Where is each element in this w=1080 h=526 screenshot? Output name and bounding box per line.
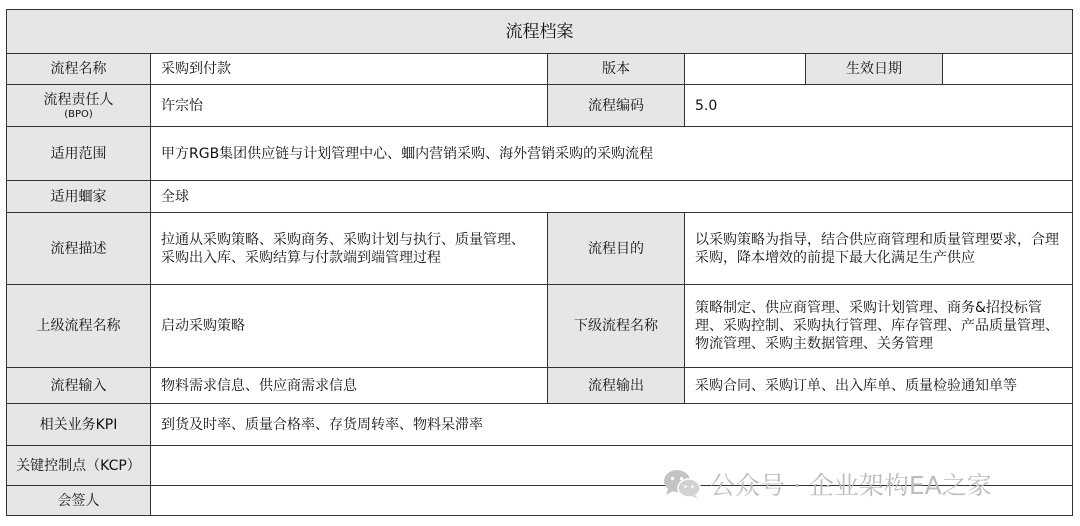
row-sign bbox=[7, 486, 1073, 516]
kcp-label: 关键控制点（KCP） bbox=[7, 446, 151, 486]
row-family bbox=[7, 181, 1073, 213]
owner-sub-label: (BPO) bbox=[64, 108, 93, 120]
kpi-label: 相关业务KPI bbox=[7, 404, 151, 446]
process-name-value: 采购到付款 bbox=[151, 54, 548, 85]
process-archive-table bbox=[6, 9, 1073, 516]
version-label: 版本 bbox=[548, 54, 685, 85]
parent-process-label: 上级流程名称 bbox=[7, 285, 151, 368]
owner-label-cell bbox=[7, 85, 151, 127]
family-label: 适用蜖家 bbox=[7, 181, 151, 213]
output-value: 采购合同、采购订单、出入库单、质量检验通知单等 bbox=[685, 368, 1073, 404]
scope-label: 适用范围 bbox=[7, 127, 151, 181]
input-value: 物料需求信息、供应商需求信息 bbox=[151, 368, 548, 404]
version-value bbox=[685, 54, 806, 85]
purpose-value: 以采购策略为指导，结合供应商管理和质量管理要求，合理采购，降本增效的前提下最大化满足生产供应 bbox=[685, 213, 1073, 285]
title-row bbox=[7, 10, 1073, 54]
row-description bbox=[7, 213, 1073, 285]
child-process-label: 下级流程名称 bbox=[548, 285, 685, 368]
parent-process-value: 启动采购策略 bbox=[151, 285, 548, 368]
effective-date-label: 生效日期 bbox=[806, 54, 943, 85]
row-kpi bbox=[7, 404, 1073, 446]
row-process-name bbox=[7, 54, 1073, 85]
row-io bbox=[7, 368, 1073, 404]
owner-value: 许宗怡 bbox=[151, 85, 548, 127]
sign-value bbox=[151, 486, 1073, 516]
purpose-label: 流程目的 bbox=[548, 213, 685, 285]
kpi-value: 到货及时率、质量合格率、存货周转率、物料呆滞率 bbox=[151, 404, 1073, 446]
kcp-value bbox=[151, 446, 1073, 486]
watermark-text: 公众号 · 企业架构EA之家 bbox=[710, 471, 992, 500]
description-value: 拉通从采购策略、采购商务、采购计划与执行、质量管理、采购出入库、采购结算与付款端到端管理过程 bbox=[151, 213, 548, 285]
child-process-value: 策略制定、供应商管理、采购计划管理、商务&招投标管理、采购控制、采购执行管理、库存管理、产品质量管理、物流管理、采购主数据管理、关务管理 bbox=[685, 285, 1073, 368]
output-label: 流程输出 bbox=[548, 368, 685, 404]
row-owner bbox=[7, 85, 1073, 127]
process-code-label: 流程编码 bbox=[548, 85, 685, 127]
scope-value: 甲方RGB集团供应链与计划管理中心、蜖内营销采购、海外营销采购的采购流程 bbox=[151, 127, 1073, 181]
owner-label: 流程责任人 bbox=[43, 91, 114, 108]
description-label: 流程描述 bbox=[7, 213, 151, 285]
row-parent-child bbox=[7, 285, 1073, 368]
process-code-value: 5.0 bbox=[685, 85, 1073, 127]
process-name-label: 流程名称 bbox=[7, 54, 151, 85]
family-value: 全球 bbox=[151, 181, 1073, 213]
table-title: 流程档案 bbox=[7, 10, 1073, 54]
row-kcp bbox=[7, 446, 1073, 486]
input-label: 流程输入 bbox=[7, 368, 151, 404]
row-scope bbox=[7, 127, 1073, 181]
sign-label: 会签人 bbox=[7, 486, 151, 516]
effective-date-value bbox=[943, 54, 1073, 85]
